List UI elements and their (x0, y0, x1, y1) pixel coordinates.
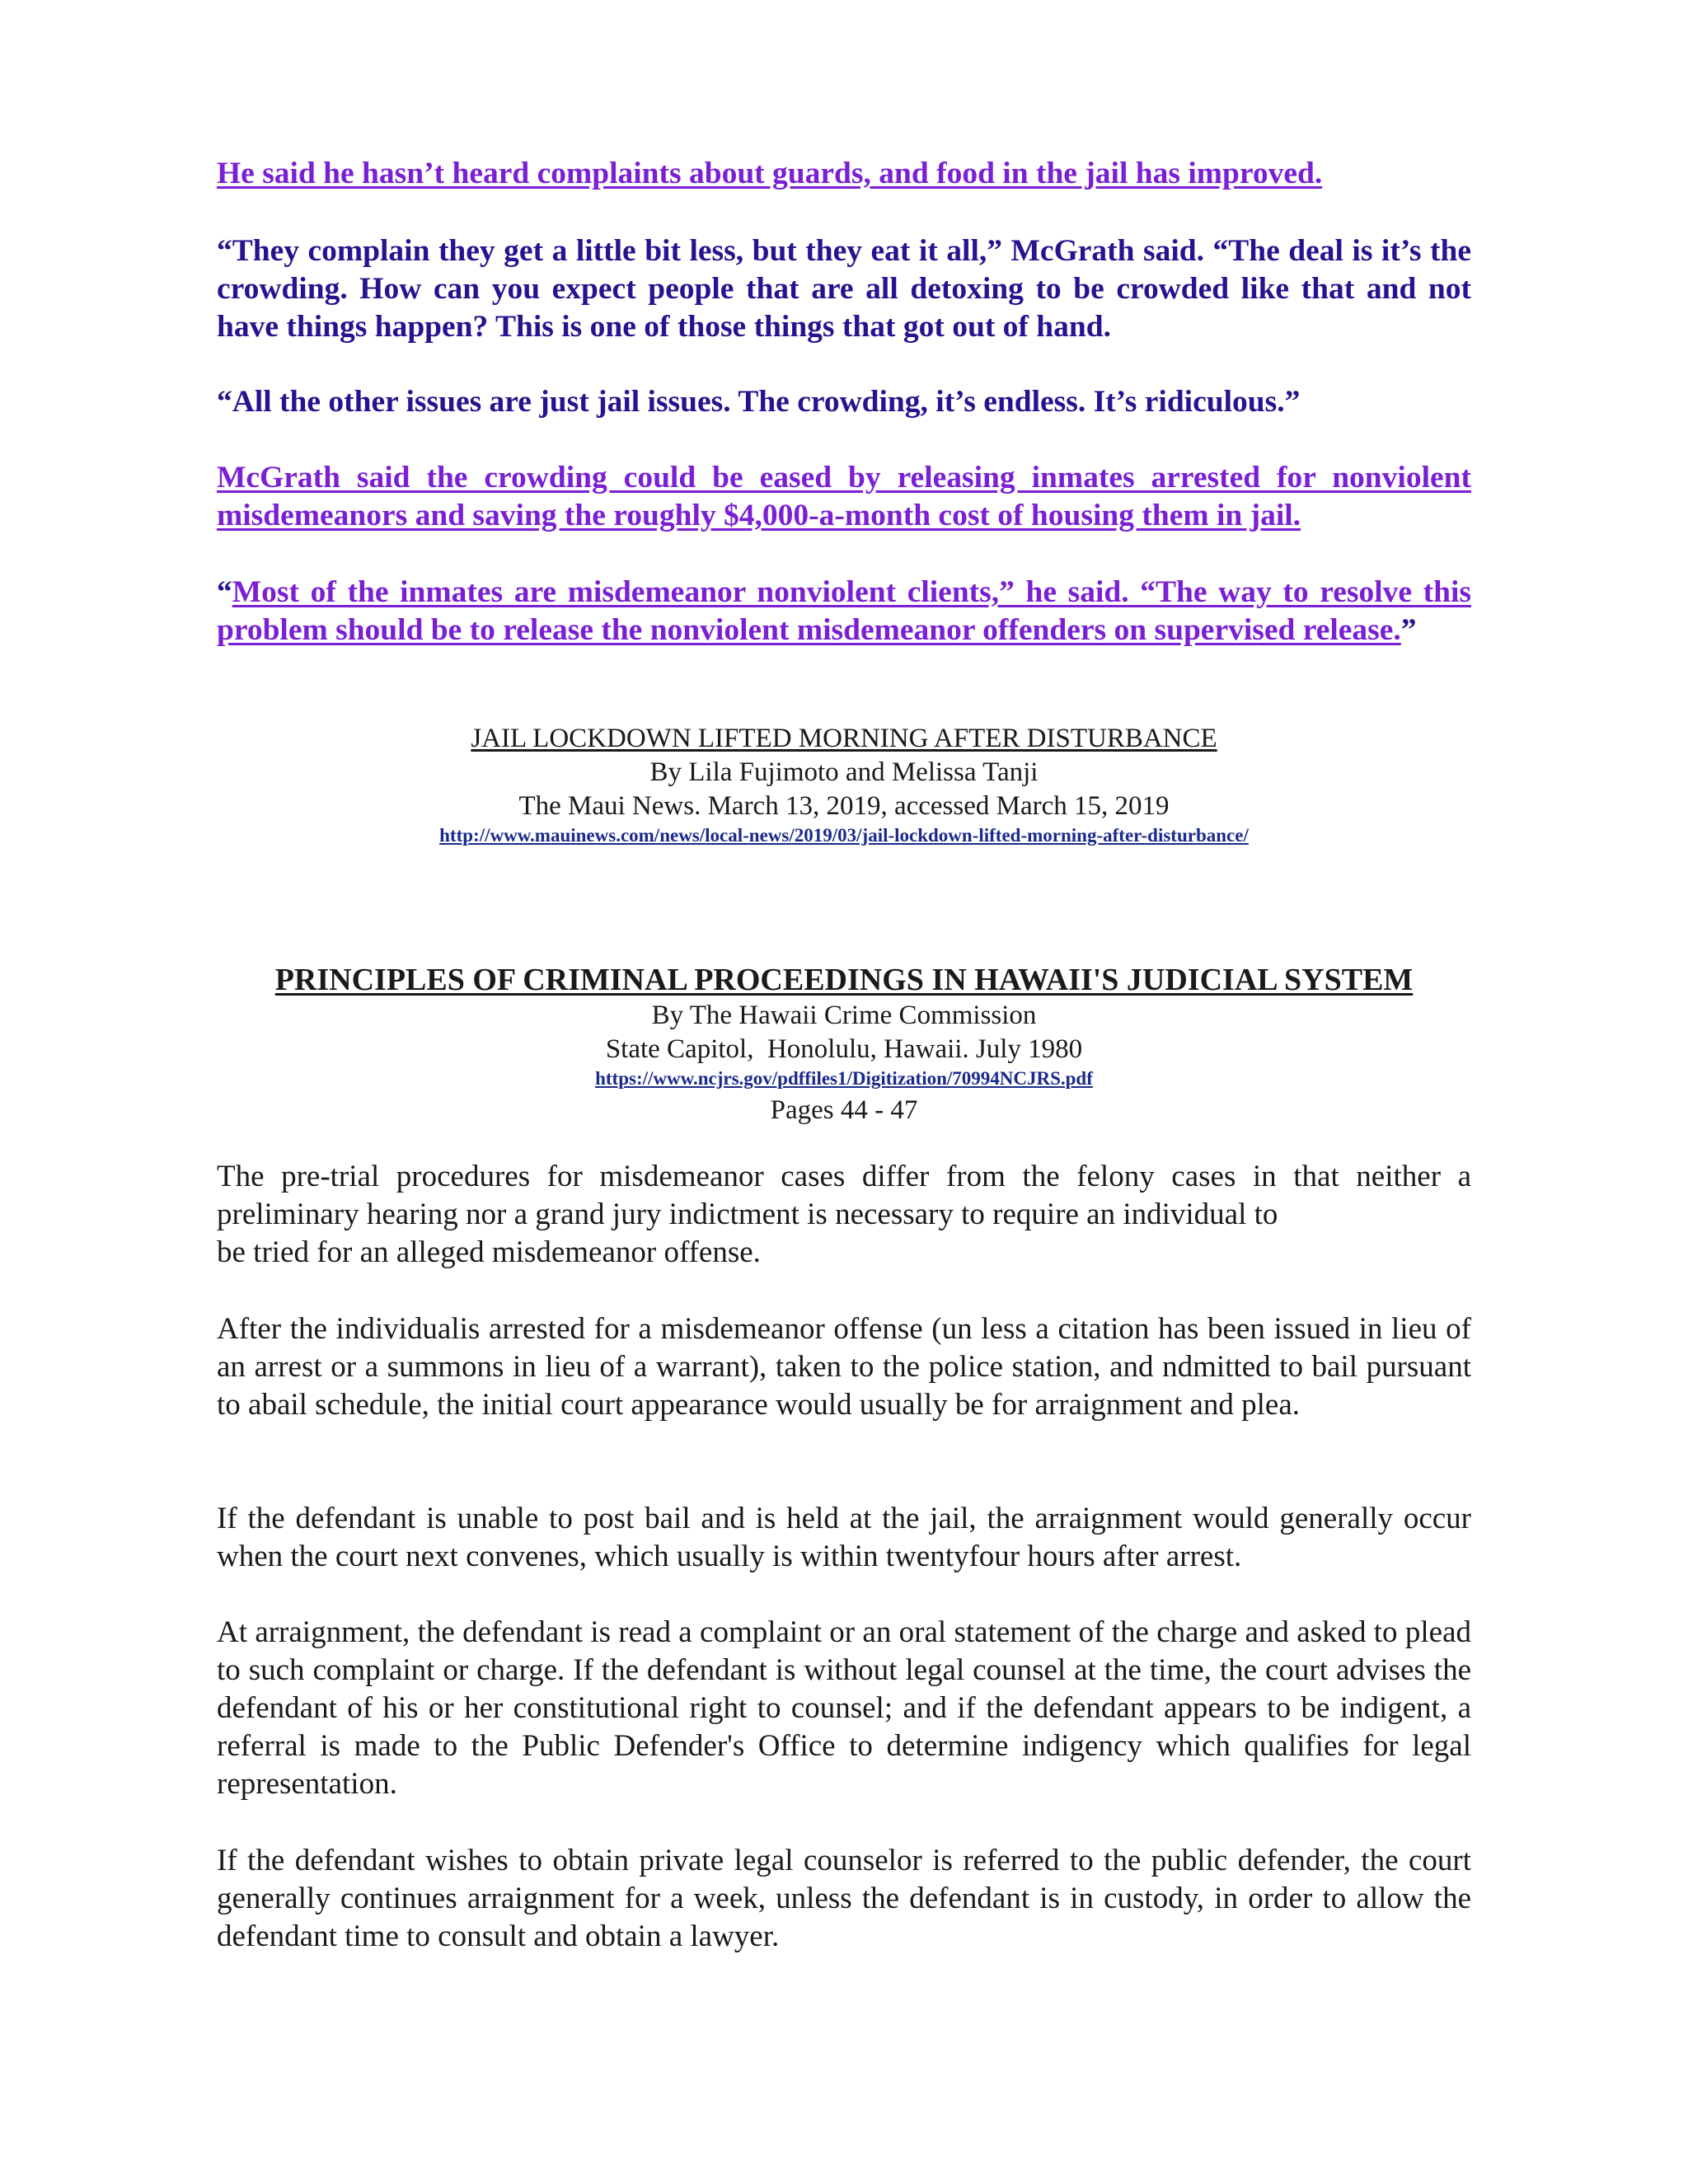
excerpt-paragraph-1: He said he hasn’t heard complaints about guards, and food in the jail has improved. (217, 157, 1323, 190)
body-paragraph-5: If the defendant wishes to obtain private legal counselor is referred to the public defender, the court generally continues arraignment for a week, unless the defendant is in custody, in order to allow the defendant time to consult and obtain a lawyer. (217, 1844, 1471, 1953)
citation-authors: By Lila Fujimoto and Melissa Tanji (649, 757, 1039, 787)
excerpt-paragraph-4: McGrath said the crowding could be eased by releasing inmates arrested for nonviolent misdemeanors and saving the roughly $4,000-a-month cost of housing them in jail. (217, 461, 1471, 532)
body-paragraph-3: If the defendant is unable to post bail and is held at the jail, the arraignment would generally occur when the court next convenes, which usually is within twentyfour hours after arrest. (217, 1502, 1471, 1573)
excerpt-paragraph-3: “All the other issues are just jail issues. The crowding, it’s endless. It’s ridiculous.” (217, 385, 1301, 419)
open-quote: “ (217, 575, 232, 609)
body-paragraph-1-line-1: The pre-trial procedures for misdemeanor cases differ from the felony cases in that neither a (217, 1160, 1471, 1193)
section-header-block (217, 961, 1471, 1127)
body-paragraph-1-line-2: preliminary hearing nor a grand jury indictment is necessary to require an individual to (217, 1197, 1278, 1231)
body-paragraph-1 (217, 1158, 1471, 1272)
body-paragraph-2: After the individualis arrested for a misdemeanor offense (un less a citation has been issued in lieu of an arrest or a summons in lieu of a warrant), taken to the police station, and ndmitted to bail pursuant to abail schedule, the initial court appearance would usually be for arraignment and plea. (217, 1312, 1471, 1422)
citation-block-1 (217, 722, 1471, 851)
citation-title: JAIL LOCKDOWN LIFTED MORNING AFTER DISTURBANCE (471, 724, 1217, 753)
citation-url-link[interactable]: http://www.mauinews.com/news/local-news/2019/03/jail-lockdown-lifted-morning-after-disturbance/ (439, 825, 1249, 846)
excerpt-paragraph-5-text: Most of the inmates are misdemeanor nonviolent clients,” he said. “The way to resolve this problem should be to release the nonviolent misdemeanor offenders on supervised release. (217, 575, 1471, 647)
body-paragraph-4: At arraignment, the defendant is read a complaint or an oral statement of the charge and asked to plead to such complaint or charge. If the defendant is without legal counsel at the time, the court advises the defendant of his or her constitutional right to counsel; and if the defendant appears to be indigent, a referral is made to the Public Defender's Office to determine indigency which qualifies for legal representation. (217, 1615, 1471, 1801)
section-location: State Capitol, Honolulu, Hawaii. July 1980 (605, 1034, 1083, 1064)
excerpt-paragraph-2: “They complain they get a little bit less, but they eat it all,” McGrath said. “The deal is it’s the crowding. How can you expect people that are all detoxing to be crowded like that and not have things happen? This is one of those things that got out of hand. (217, 234, 1471, 344)
citation-source: The Maui News. March 13, 2019, accessed March 15, 2019 (518, 791, 1170, 821)
section-pages: Pages 44 - 47 (770, 1095, 918, 1125)
section-title: PRINCIPLES OF CRIMINAL PROCEEDINGS IN HAWAII'S JUDICIAL SYSTEM (274, 963, 1414, 997)
section-url-link[interactable]: https://www.ncjrs.gov/pdffiles1/Digitization/70994NCJRS.pdf (595, 1068, 1093, 1089)
close-quote: ” (1400, 613, 1417, 647)
body-paragraph-1-line-3: be tried for an alleged misdemeanor offense. (217, 1235, 761, 1269)
section-author: By The Hawaii Crime Commission (651, 1001, 1037, 1030)
excerpt-paragraph-5 (217, 574, 1471, 649)
